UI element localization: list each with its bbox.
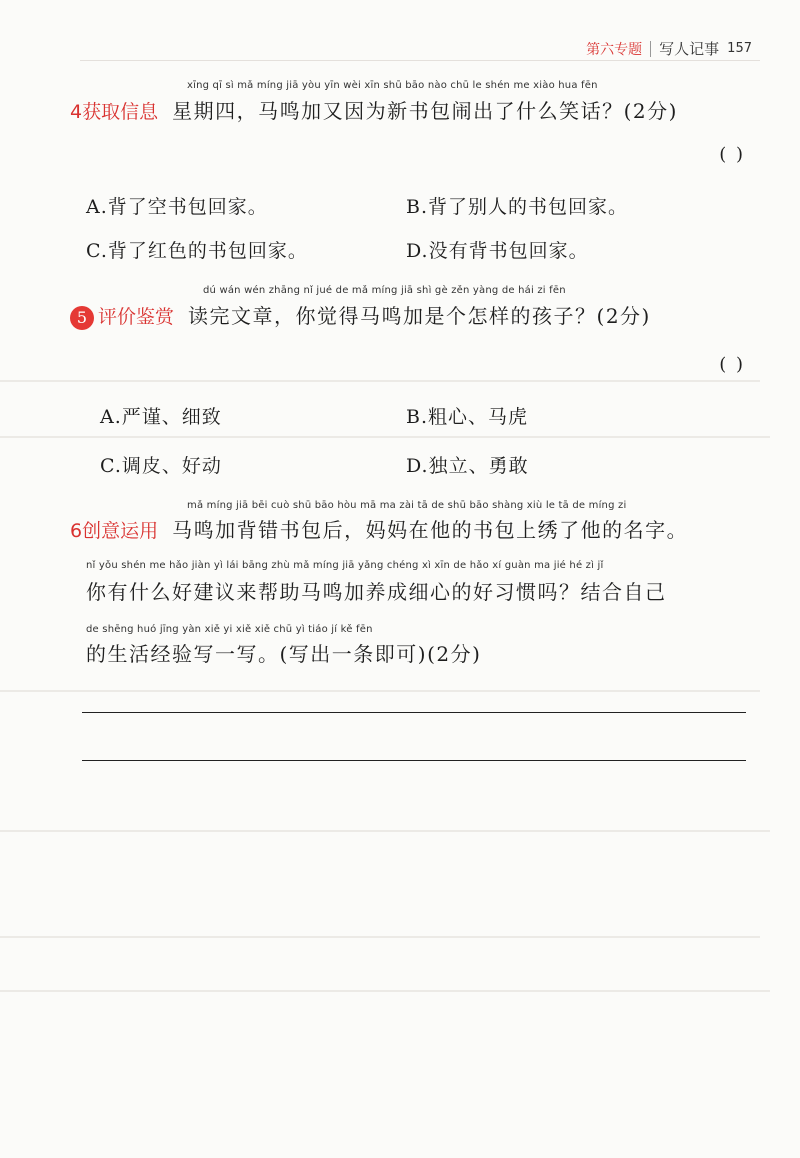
q4-text: 星期四，马鸣加又因为新书包闹出了什么笑话？(2分): [172, 99, 678, 123]
header-rule: [80, 60, 760, 61]
chapter-title: 写人记事: [659, 40, 720, 58]
bleed-through-line: [0, 936, 760, 938]
q6-pinyin-line-2: nǐ yǒu shén me hǎo jiàn yì lái bāng zhù mǎ míng jiā yǎng chéng xì xīn de hǎo xí guàn ma jié hé zì jǐ: [86, 560, 604, 571]
q5-answer-box[interactable]: ( ): [719, 354, 745, 375]
bleed-through-line: [0, 690, 760, 692]
q4-option-d[interactable]: D.没有背书包回家。: [406, 240, 589, 262]
q4-option-a[interactable]: A.背了空书包回家。: [86, 196, 268, 218]
q5-pinyin: dú wán wén zhāng nǐ jué de mǎ míng jiā shì gè zěn yàng de hái zi fēn: [203, 285, 566, 296]
q4-answer-box[interactable]: ( ): [719, 144, 745, 165]
bleed-through-line: [0, 830, 770, 832]
header-divider: [650, 41, 651, 57]
q5-number-badge: 5: [70, 306, 94, 330]
q4-pinyin: xīng qī sì mǎ míng jiā yòu yīn wèi xīn shū bāo nào chū le shén me xiào hua fēn: [187, 80, 598, 91]
answer-line-1[interactable]: [82, 712, 746, 713]
page-number: 157: [727, 41, 752, 56]
q5-label: 评价鉴赏: [98, 306, 175, 328]
q5-option-d[interactable]: D.独立、勇敢: [406, 455, 529, 477]
bleed-through-line: [0, 436, 770, 438]
page-header: [586, 38, 752, 59]
question-4: [70, 95, 678, 124]
q6-pinyin-line-3: de shēng huó jīng yàn xiě yi xiě xiě chū yì tiáo jí kě fēn: [86, 624, 373, 635]
q4-label: 4获取信息: [70, 101, 159, 123]
answer-line-2[interactable]: [82, 760, 746, 761]
q6-pinyin-line-1: mǎ míng jiā bēi cuò shū bāo hòu mā ma zài tā de shū bāo shàng xiù le tā de míng zi: [187, 500, 627, 511]
bleed-through-line: [0, 380, 760, 382]
bleed-through-line: [0, 990, 770, 992]
q5-option-c[interactable]: C.调皮、好动: [100, 455, 222, 477]
q5-option-b[interactable]: B.粗心、马虎: [406, 406, 529, 428]
q6-text-line-3: 的生活经验写一写。(写出一条即可)(2分): [86, 642, 482, 666]
q5-option-a[interactable]: A.严谨、细致: [100, 406, 222, 428]
topic-label: 第六专题: [586, 41, 643, 58]
q4-option-c[interactable]: C.背了红色的书包回家。: [86, 240, 308, 262]
question-5: [70, 300, 651, 330]
q6-text-line-2: 你有什么好建议来帮助马鸣加养成细心的好习惯吗？结合自己: [86, 580, 667, 604]
q6-label: 6创意运用: [70, 520, 159, 542]
q4-option-b[interactable]: B.背了别人的书包回家。: [406, 196, 629, 218]
q6-text-line-1: 马鸣加背错书包后，妈妈在他的书包上绣了他的名字。: [172, 518, 689, 542]
question-6: [70, 514, 688, 543]
q5-text: 读完文章，你觉得马鸣加是个怎样的孩子？(2分): [188, 304, 651, 328]
